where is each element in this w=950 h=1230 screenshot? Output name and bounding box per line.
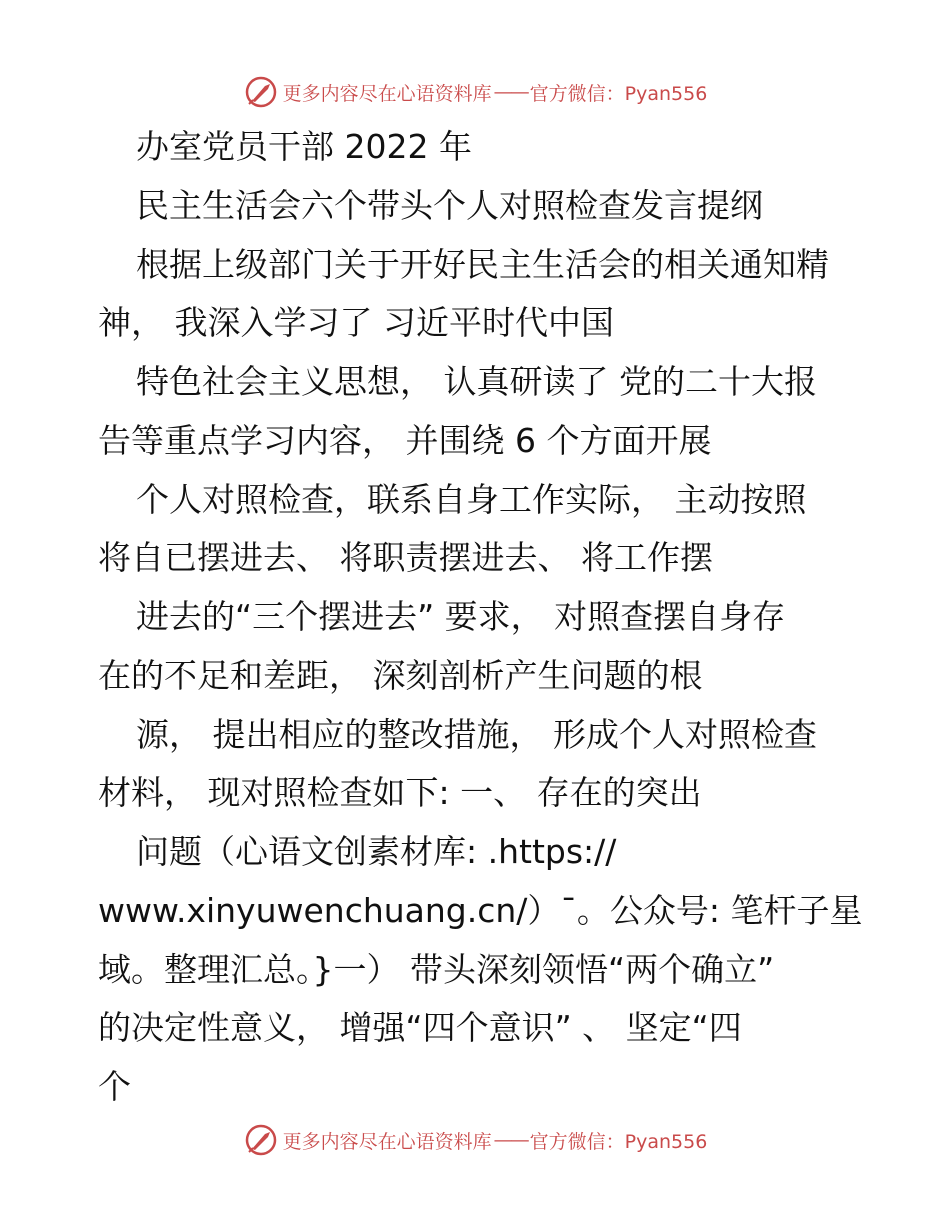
text-line: 进去的“三个摆进去” 要求， 对照查摆自身存 xyxy=(136,597,786,636)
banner-main-text: 更多内容尽在心语资料库 xyxy=(282,1130,492,1153)
text-line: 域。整理汇总。}一） 带头深刻领悟“两个确立” xyxy=(98,950,775,989)
text-line: 个人对照检查，联系自身工作实际， 主动按照 xyxy=(136,480,807,519)
text-line: 问题（心语文创素材库: .https:// xyxy=(136,832,617,871)
text-line: www.xinyuwenchuang.cn/）¯。公众号: 笔杆子星 xyxy=(98,891,863,930)
text-line: 根据上级部门关于开好民主生活会的相关通知精 xyxy=(136,245,829,284)
text-line: 在的不足和差距， 深刻剖析产生问题的根 xyxy=(98,656,703,695)
text-line: 个 xyxy=(98,1067,131,1106)
banner-separator: —— xyxy=(493,81,528,103)
banner-separator: —— xyxy=(493,1129,528,1151)
text-line: 材料， 现对照检查如下: 一、 存在的突出 xyxy=(98,773,702,812)
banner-main-text: 更多内容尽在心语资料库 xyxy=(282,82,492,105)
text-line: 神， 我深入学习了 习近平时代中国 xyxy=(98,303,614,342)
text-line: 的决定性意义， 增强“四个意识” 、 坚定“四 xyxy=(98,1008,742,1047)
text-line: 办室党员干部 2022 年 xyxy=(136,127,472,166)
header-watermark-banner xyxy=(0,72,950,112)
banner-wechat-text: 官方微信：Pyan556 xyxy=(529,82,708,105)
text-line: 源， 提出相应的整改措施， 形成个人对照检查 xyxy=(136,715,817,754)
text-line: 民主生活会六个带头个人对照检查发言提纲 xyxy=(136,186,763,225)
text-line: 将自已摆进去、 将职责摆进去、 将工作摆 xyxy=(98,538,713,577)
banner-wechat-text: 官方微信：Pyan556 xyxy=(529,1130,708,1153)
pen-nib-circle-icon xyxy=(243,1122,279,1158)
text-line: 特色社会主义思想， 认真研读了 党的二十大报 xyxy=(136,362,817,401)
footer-watermark-banner xyxy=(0,1120,950,1160)
text-line: 告等重点学习内容， 并围绕 6 个方面开展 xyxy=(98,421,712,460)
pen-nib-circle-icon xyxy=(243,74,279,110)
